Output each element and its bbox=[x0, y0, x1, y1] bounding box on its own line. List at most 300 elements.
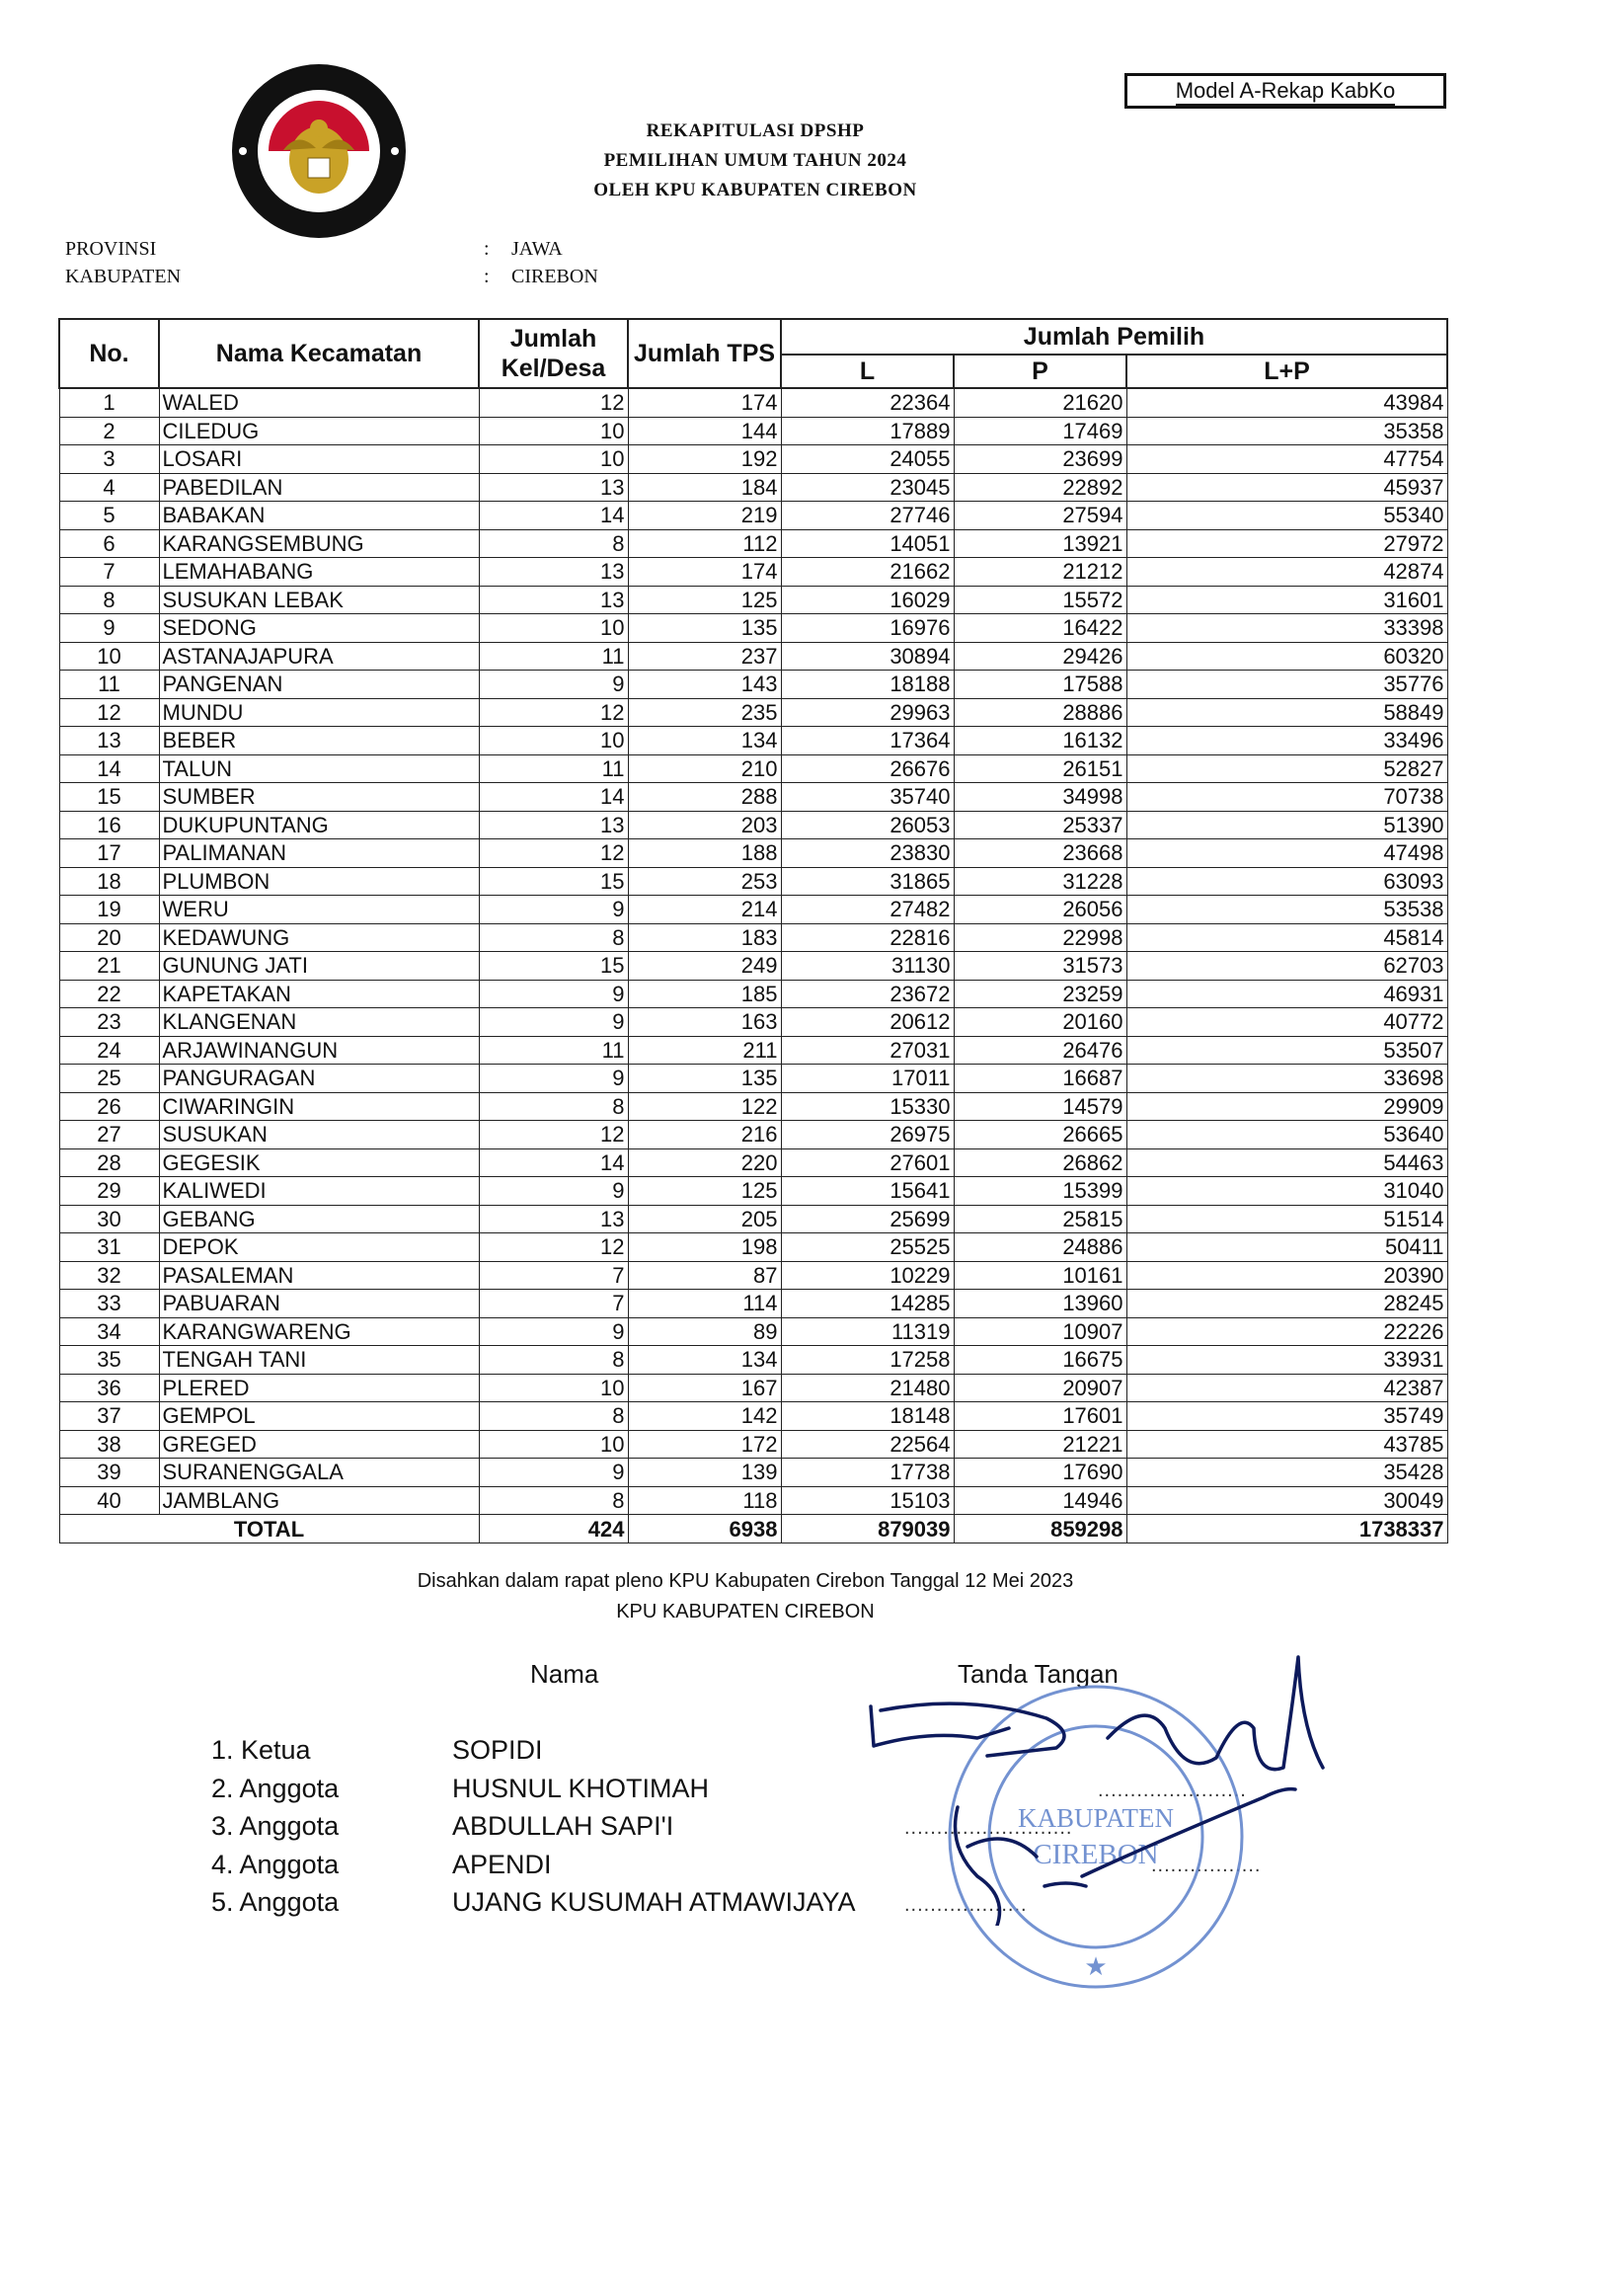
cell-kel-desa: 12 bbox=[479, 1233, 628, 1262]
table-row bbox=[59, 1177, 1447, 1206]
cell-kel-desa: 11 bbox=[479, 754, 628, 783]
meta-values bbox=[484, 235, 598, 290]
table-row bbox=[59, 1092, 1447, 1121]
cell-kecamatan: PALIMANAN bbox=[159, 839, 479, 868]
form-model-text: Model A-Rekap KabKo bbox=[1176, 78, 1396, 106]
province-label: PROVINSI bbox=[65, 238, 157, 260]
cell-kel-desa: 12 bbox=[479, 1121, 628, 1149]
cell-tps: 125 bbox=[628, 586, 781, 614]
cell-kel-desa: 9 bbox=[479, 1459, 628, 1487]
cell-tps: 249 bbox=[628, 952, 781, 981]
cell-kecamatan: DEPOK bbox=[159, 1233, 479, 1262]
cell-kecamatan: GREGED bbox=[159, 1430, 479, 1459]
cell-kecamatan: WALED bbox=[159, 388, 479, 417]
title-line-2: PEMILIHAN UMUM TAHUN 2024 bbox=[603, 150, 907, 171]
table-row bbox=[59, 1402, 1447, 1431]
cell-tps: 135 bbox=[628, 614, 781, 643]
total-kel-desa: 424 bbox=[479, 1515, 628, 1543]
signatory-name: ABDULLAH SAPI'I bbox=[452, 1811, 674, 1841]
cell-l: 26975 bbox=[781, 1121, 954, 1149]
cell-kecamatan: CIWARINGIN bbox=[159, 1092, 479, 1121]
cell-p: 16422 bbox=[954, 614, 1126, 643]
cell-p: 17588 bbox=[954, 671, 1126, 699]
cell-no: 15 bbox=[59, 783, 159, 812]
cell-p: 26476 bbox=[954, 1036, 1126, 1065]
document-title bbox=[474, 117, 1037, 205]
title-line-1: REKAPITULASI DPSHP bbox=[646, 120, 865, 141]
cell-lp: 42874 bbox=[1126, 558, 1447, 587]
cell-l: 22816 bbox=[781, 923, 954, 952]
cell-l: 11319 bbox=[781, 1317, 954, 1346]
cell-p: 15399 bbox=[954, 1177, 1126, 1206]
total-p: 859298 bbox=[954, 1515, 1126, 1543]
col-header-l: L bbox=[781, 355, 954, 388]
cell-lp: 62703 bbox=[1126, 952, 1447, 981]
cell-lp: 58849 bbox=[1126, 698, 1447, 727]
cell-no: 38 bbox=[59, 1430, 159, 1459]
cell-l: 23045 bbox=[781, 473, 954, 502]
table-row bbox=[59, 1290, 1447, 1318]
cell-lp: 35428 bbox=[1126, 1459, 1447, 1487]
cell-lp: 43785 bbox=[1126, 1430, 1447, 1459]
cell-kel-desa: 8 bbox=[479, 1346, 628, 1375]
table-row bbox=[59, 642, 1447, 671]
cell-tps: 134 bbox=[628, 727, 781, 755]
cell-p: 26862 bbox=[954, 1148, 1126, 1177]
title-line-3: OLEH KPU KABUPATEN CIREBON bbox=[593, 180, 917, 200]
regency-value: CIREBON bbox=[511, 266, 598, 287]
cell-no: 12 bbox=[59, 698, 159, 727]
table-row bbox=[59, 502, 1447, 530]
table-row bbox=[59, 1036, 1447, 1065]
cell-tps: 188 bbox=[628, 839, 781, 868]
signatory-name: APENDI bbox=[452, 1849, 552, 1879]
ratification-note: Disahkan dalam rapat pleno KPU Kabupaten Cirebon Tanggal 12 Mei 2023 bbox=[417, 1570, 1074, 1592]
signatory-row bbox=[211, 1770, 887, 1808]
cell-p: 23259 bbox=[954, 980, 1126, 1008]
table-row bbox=[59, 1261, 1447, 1290]
cell-tps: 89 bbox=[628, 1317, 781, 1346]
cell-kecamatan: KLANGENAN bbox=[159, 1008, 479, 1037]
cell-kecamatan: PANGENAN bbox=[159, 671, 479, 699]
col-header-no: No. bbox=[59, 319, 159, 388]
cell-kecamatan: ARJAWINANGUN bbox=[159, 1036, 479, 1065]
cell-p: 20160 bbox=[954, 1008, 1126, 1037]
cell-p: 29426 bbox=[954, 642, 1126, 671]
cell-tps: 198 bbox=[628, 1233, 781, 1262]
cell-tps: 125 bbox=[628, 1177, 781, 1206]
cell-p: 10161 bbox=[954, 1261, 1126, 1290]
cell-lp: 46931 bbox=[1126, 980, 1447, 1008]
cell-tps: 220 bbox=[628, 1148, 781, 1177]
signatory-row bbox=[211, 1731, 887, 1770]
signatory-row bbox=[211, 1807, 887, 1846]
table-row bbox=[59, 839, 1447, 868]
cell-no: 23 bbox=[59, 1008, 159, 1037]
cell-tps: 114 bbox=[628, 1290, 781, 1318]
cell-p: 13960 bbox=[954, 1290, 1126, 1318]
table-row bbox=[59, 1233, 1447, 1262]
cell-kel-desa: 12 bbox=[479, 839, 628, 868]
meta-labels bbox=[65, 235, 181, 290]
cell-no: 21 bbox=[59, 952, 159, 981]
cell-lp: 35749 bbox=[1126, 1402, 1447, 1431]
cell-tps: 134 bbox=[628, 1346, 781, 1375]
table-row bbox=[59, 1346, 1447, 1375]
table-row bbox=[59, 867, 1447, 896]
cell-no: 4 bbox=[59, 473, 159, 502]
cell-kecamatan: CILEDUG bbox=[159, 417, 479, 445]
cell-tps: 118 bbox=[628, 1486, 781, 1515]
cell-lp: 33698 bbox=[1126, 1065, 1447, 1093]
cell-l: 18148 bbox=[781, 1402, 954, 1431]
cell-kecamatan: KAPETAKAN bbox=[159, 980, 479, 1008]
cell-tps: 139 bbox=[628, 1459, 781, 1487]
cell-no: 8 bbox=[59, 586, 159, 614]
cell-tps: 237 bbox=[628, 642, 781, 671]
cell-l: 27031 bbox=[781, 1036, 954, 1065]
cell-tps: 203 bbox=[628, 811, 781, 839]
cell-tps: 235 bbox=[628, 698, 781, 727]
cell-l: 16976 bbox=[781, 614, 954, 643]
cell-tps: 219 bbox=[628, 502, 781, 530]
cell-p: 22892 bbox=[954, 473, 1126, 502]
cell-no: 28 bbox=[59, 1148, 159, 1177]
cell-tps: 167 bbox=[628, 1374, 781, 1402]
cell-lp: 30049 bbox=[1126, 1486, 1447, 1515]
cell-kel-desa: 13 bbox=[479, 1205, 628, 1233]
cell-kel-desa: 8 bbox=[479, 529, 628, 558]
cell-p: 15572 bbox=[954, 586, 1126, 614]
cell-kel-desa: 11 bbox=[479, 642, 628, 671]
cell-no: 19 bbox=[59, 896, 159, 924]
signature-line: ....................... bbox=[1098, 1780, 1247, 1801]
cell-l: 14285 bbox=[781, 1290, 954, 1318]
cell-kecamatan: GEMPOL bbox=[159, 1402, 479, 1431]
cell-kel-desa: 10 bbox=[479, 614, 628, 643]
table-row bbox=[59, 1374, 1447, 1402]
cell-kecamatan: DUKUPUNTANG bbox=[159, 811, 479, 839]
cell-p: 25337 bbox=[954, 811, 1126, 839]
cell-lp: 35776 bbox=[1126, 671, 1447, 699]
cell-kecamatan: TENGAH TANI bbox=[159, 1346, 479, 1375]
cell-tps: 87 bbox=[628, 1261, 781, 1290]
table-row bbox=[59, 671, 1447, 699]
cell-kel-desa: 10 bbox=[479, 417, 628, 445]
cell-p: 28886 bbox=[954, 698, 1126, 727]
cell-tps: 142 bbox=[628, 1402, 781, 1431]
cell-kecamatan: PLERED bbox=[159, 1374, 479, 1402]
signature-column-header: Tanda Tangan bbox=[958, 1659, 1119, 1689]
signatory-name: UJANG KUSUMAH ATMAWIJAYA bbox=[452, 1887, 856, 1917]
total-lp: 1738337 bbox=[1126, 1515, 1447, 1543]
cell-tps: 192 bbox=[628, 445, 781, 474]
cell-no: 9 bbox=[59, 614, 159, 643]
cell-kel-desa: 12 bbox=[479, 388, 628, 417]
cell-l: 26676 bbox=[781, 754, 954, 783]
cell-lp: 43984 bbox=[1126, 388, 1447, 417]
cell-p: 26665 bbox=[954, 1121, 1126, 1149]
col-header-tps: Jumlah TPS bbox=[628, 319, 781, 388]
cell-no: 35 bbox=[59, 1346, 159, 1375]
cell-no: 11 bbox=[59, 671, 159, 699]
cell-l: 35740 bbox=[781, 783, 954, 812]
cell-tps: 214 bbox=[628, 896, 781, 924]
signatory-row bbox=[211, 1883, 887, 1922]
cell-lp: 55340 bbox=[1126, 502, 1447, 530]
cell-l: 17258 bbox=[781, 1346, 954, 1375]
cell-p: 17601 bbox=[954, 1402, 1126, 1431]
cell-p: 26151 bbox=[954, 754, 1126, 783]
cell-kel-desa: 10 bbox=[479, 1430, 628, 1459]
cell-no: 25 bbox=[59, 1065, 159, 1093]
cell-l: 10229 bbox=[781, 1261, 954, 1290]
cell-lp: 52827 bbox=[1126, 754, 1447, 783]
cell-tps: 174 bbox=[628, 388, 781, 417]
cell-kel-desa: 15 bbox=[479, 867, 628, 896]
cell-kecamatan: GEGESIK bbox=[159, 1148, 479, 1177]
cell-p: 31228 bbox=[954, 867, 1126, 896]
cell-p: 26056 bbox=[954, 896, 1126, 924]
table-row bbox=[59, 388, 1447, 417]
table-row bbox=[59, 1205, 1447, 1233]
cell-tps: 205 bbox=[628, 1205, 781, 1233]
cell-no: 7 bbox=[59, 558, 159, 587]
cell-lp: 45937 bbox=[1126, 473, 1447, 502]
cell-p: 22998 bbox=[954, 923, 1126, 952]
cell-no: 40 bbox=[59, 1486, 159, 1515]
table-row bbox=[59, 783, 1447, 812]
cell-lp: 40772 bbox=[1126, 1008, 1447, 1037]
table-row bbox=[59, 923, 1447, 952]
cell-kel-desa: 10 bbox=[479, 727, 628, 755]
cell-kecamatan: LEMAHABANG bbox=[159, 558, 479, 587]
signature-line: .......................... bbox=[904, 1817, 1073, 1839]
cell-kecamatan: PLUMBON bbox=[159, 867, 479, 896]
cell-kecamatan: BABAKAN bbox=[159, 502, 479, 530]
cell-tps: 185 bbox=[628, 980, 781, 1008]
cell-l: 17364 bbox=[781, 727, 954, 755]
cell-kecamatan: SUMBER bbox=[159, 783, 479, 812]
cell-kel-desa: 7 bbox=[479, 1290, 628, 1318]
col-header-kel-desa: Jumlah Kel/Desa bbox=[479, 319, 628, 388]
cell-lp: 53507 bbox=[1126, 1036, 1447, 1065]
table-row bbox=[59, 417, 1447, 445]
cell-no: 17 bbox=[59, 839, 159, 868]
cell-lp: 51390 bbox=[1126, 811, 1447, 839]
cell-no: 27 bbox=[59, 1121, 159, 1149]
cell-kecamatan: SEDONG bbox=[159, 614, 479, 643]
table-row bbox=[59, 727, 1447, 755]
cell-p: 16675 bbox=[954, 1346, 1126, 1375]
cell-kel-desa: 13 bbox=[479, 558, 628, 587]
table-row bbox=[59, 1486, 1447, 1515]
cell-l: 31130 bbox=[781, 952, 954, 981]
cell-l: 25525 bbox=[781, 1233, 954, 1262]
cell-l: 23672 bbox=[781, 980, 954, 1008]
cell-no: 30 bbox=[59, 1205, 159, 1233]
cell-no: 14 bbox=[59, 754, 159, 783]
cell-no: 18 bbox=[59, 867, 159, 896]
cell-l: 17738 bbox=[781, 1459, 954, 1487]
name-column-header: Nama bbox=[530, 1659, 599, 1689]
table-row bbox=[59, 698, 1447, 727]
signatory-role: 2. Anggota bbox=[211, 1773, 340, 1803]
cell-kel-desa: 8 bbox=[479, 1402, 628, 1431]
cell-kecamatan: GEBANG bbox=[159, 1205, 479, 1233]
cell-tps: 144 bbox=[628, 417, 781, 445]
signatory-role: 4. Anggota bbox=[211, 1849, 340, 1879]
table-row bbox=[59, 980, 1447, 1008]
cell-l: 30894 bbox=[781, 642, 954, 671]
cell-lp: 27972 bbox=[1126, 529, 1447, 558]
col-header-p: P bbox=[954, 355, 1126, 388]
cell-lp: 29909 bbox=[1126, 1092, 1447, 1121]
cell-l: 22364 bbox=[781, 388, 954, 417]
cell-tps: 135 bbox=[628, 1065, 781, 1093]
cell-tps: 143 bbox=[628, 671, 781, 699]
cell-tps: 163 bbox=[628, 1008, 781, 1037]
svg-text:★: ★ bbox=[1084, 1951, 1108, 1981]
cell-p: 21212 bbox=[954, 558, 1126, 587]
cell-kel-desa: 9 bbox=[479, 671, 628, 699]
cell-tps: 210 bbox=[628, 754, 781, 783]
cell-lp: 50411 bbox=[1126, 1233, 1447, 1262]
cell-kecamatan: PANGURAGAN bbox=[159, 1065, 479, 1093]
cell-kecamatan: BEBER bbox=[159, 727, 479, 755]
stamp-text-line-2: CIREBON bbox=[1033, 1839, 1159, 1870]
cell-kel-desa: 10 bbox=[479, 445, 628, 474]
table-row bbox=[59, 1148, 1447, 1177]
cell-kecamatan: LOSARI bbox=[159, 445, 479, 474]
cell-no: 37 bbox=[59, 1402, 159, 1431]
cell-no: 33 bbox=[59, 1290, 159, 1318]
cell-l: 18188 bbox=[781, 671, 954, 699]
cell-tps: 174 bbox=[628, 558, 781, 587]
cell-no: 3 bbox=[59, 445, 159, 474]
cell-p: 13921 bbox=[954, 529, 1126, 558]
cell-kel-desa: 9 bbox=[479, 1065, 628, 1093]
regency-label: KABUPATEN bbox=[65, 266, 182, 287]
handwritten-signatures bbox=[849, 1649, 1402, 1926]
cell-l: 17889 bbox=[781, 417, 954, 445]
cell-lp: 33398 bbox=[1126, 614, 1447, 643]
table-row bbox=[59, 473, 1447, 502]
separator: : bbox=[484, 238, 490, 260]
cell-tps: 183 bbox=[628, 923, 781, 952]
cell-tps: 216 bbox=[628, 1121, 781, 1149]
cell-kecamatan: KARANGWARENG bbox=[159, 1317, 479, 1346]
cell-kel-desa: 8 bbox=[479, 1486, 628, 1515]
cell-kecamatan: TALUN bbox=[159, 754, 479, 783]
cell-p: 23699 bbox=[954, 445, 1126, 474]
cell-l: 21662 bbox=[781, 558, 954, 587]
total-l: 879039 bbox=[781, 1515, 954, 1543]
cell-l: 27482 bbox=[781, 896, 954, 924]
cell-no: 39 bbox=[59, 1459, 159, 1487]
cell-no: 34 bbox=[59, 1317, 159, 1346]
cell-p: 27594 bbox=[954, 502, 1126, 530]
cell-kecamatan: JAMBLANG bbox=[159, 1486, 479, 1515]
cell-p: 34998 bbox=[954, 783, 1126, 812]
cell-kel-desa: 13 bbox=[479, 473, 628, 502]
cell-lp: 47754 bbox=[1126, 445, 1447, 474]
col-header-lp: L+P bbox=[1126, 355, 1447, 388]
cell-kel-desa: 13 bbox=[479, 586, 628, 614]
cell-kel-desa: 14 bbox=[479, 783, 628, 812]
cell-l: 17011 bbox=[781, 1065, 954, 1093]
table-row bbox=[59, 1065, 1447, 1093]
cell-l: 22564 bbox=[781, 1430, 954, 1459]
cell-kel-desa: 9 bbox=[479, 1008, 628, 1037]
cell-l: 31865 bbox=[781, 867, 954, 896]
cell-no: 22 bbox=[59, 980, 159, 1008]
cell-kecamatan: MUNDU bbox=[159, 698, 479, 727]
cell-kecamatan: SURANENGGALA bbox=[159, 1459, 479, 1487]
table-row bbox=[59, 1430, 1447, 1459]
table-row bbox=[59, 1317, 1447, 1346]
cell-lp: 53640 bbox=[1126, 1121, 1447, 1149]
table-row bbox=[59, 558, 1447, 587]
cell-kel-desa: 15 bbox=[479, 952, 628, 981]
cell-kecamatan: SUSUKAN LEBAK bbox=[159, 586, 479, 614]
kpu-logo bbox=[229, 61, 409, 241]
cell-p: 24886 bbox=[954, 1233, 1126, 1262]
cell-lp: 22226 bbox=[1126, 1317, 1447, 1346]
cell-l: 26053 bbox=[781, 811, 954, 839]
cell-l: 21480 bbox=[781, 1374, 954, 1402]
cell-kecamatan: SUSUKAN bbox=[159, 1121, 479, 1149]
cell-kel-desa: 9 bbox=[479, 980, 628, 1008]
table-row bbox=[59, 1008, 1447, 1037]
cell-p: 21221 bbox=[954, 1430, 1126, 1459]
cell-kel-desa: 10 bbox=[479, 1374, 628, 1402]
cell-lp: 54463 bbox=[1126, 1148, 1447, 1177]
cell-p: 10907 bbox=[954, 1317, 1126, 1346]
cell-l: 16029 bbox=[781, 586, 954, 614]
total-row bbox=[59, 1515, 1447, 1543]
table-row bbox=[59, 529, 1447, 558]
cell-no: 1 bbox=[59, 388, 159, 417]
cell-lp: 31040 bbox=[1126, 1177, 1447, 1206]
table-row bbox=[59, 1459, 1447, 1487]
total-label: TOTAL bbox=[59, 1515, 479, 1543]
cell-p: 20907 bbox=[954, 1374, 1126, 1402]
cell-lp: 47498 bbox=[1126, 839, 1447, 868]
cell-p: 17690 bbox=[954, 1459, 1126, 1487]
cell-l: 15330 bbox=[781, 1092, 954, 1121]
cell-kecamatan: ASTANAJAPURA bbox=[159, 642, 479, 671]
signatory-role: 3. Anggota bbox=[211, 1811, 340, 1841]
cell-kecamatan: PABEDILAN bbox=[159, 473, 479, 502]
cell-kecamatan: PASALEMAN bbox=[159, 1261, 479, 1290]
cell-tps: 288 bbox=[628, 783, 781, 812]
cell-lp: 45814 bbox=[1126, 923, 1447, 952]
cell-no: 36 bbox=[59, 1374, 159, 1402]
cell-no: 32 bbox=[59, 1261, 159, 1290]
form-model-label bbox=[1124, 73, 1446, 109]
cell-lp: 35358 bbox=[1126, 417, 1447, 445]
cell-p: 14579 bbox=[954, 1092, 1126, 1121]
cell-lp: 42387 bbox=[1126, 1374, 1447, 1402]
table-body bbox=[59, 388, 1447, 1543]
cell-no: 6 bbox=[59, 529, 159, 558]
cell-kecamatan: KEDAWUNG bbox=[159, 923, 479, 952]
cell-tps: 122 bbox=[628, 1092, 781, 1121]
cell-l: 25699 bbox=[781, 1205, 954, 1233]
signatory-name: HUSNUL KHOTIMAH bbox=[452, 1773, 710, 1803]
cell-l: 27601 bbox=[781, 1148, 954, 1177]
